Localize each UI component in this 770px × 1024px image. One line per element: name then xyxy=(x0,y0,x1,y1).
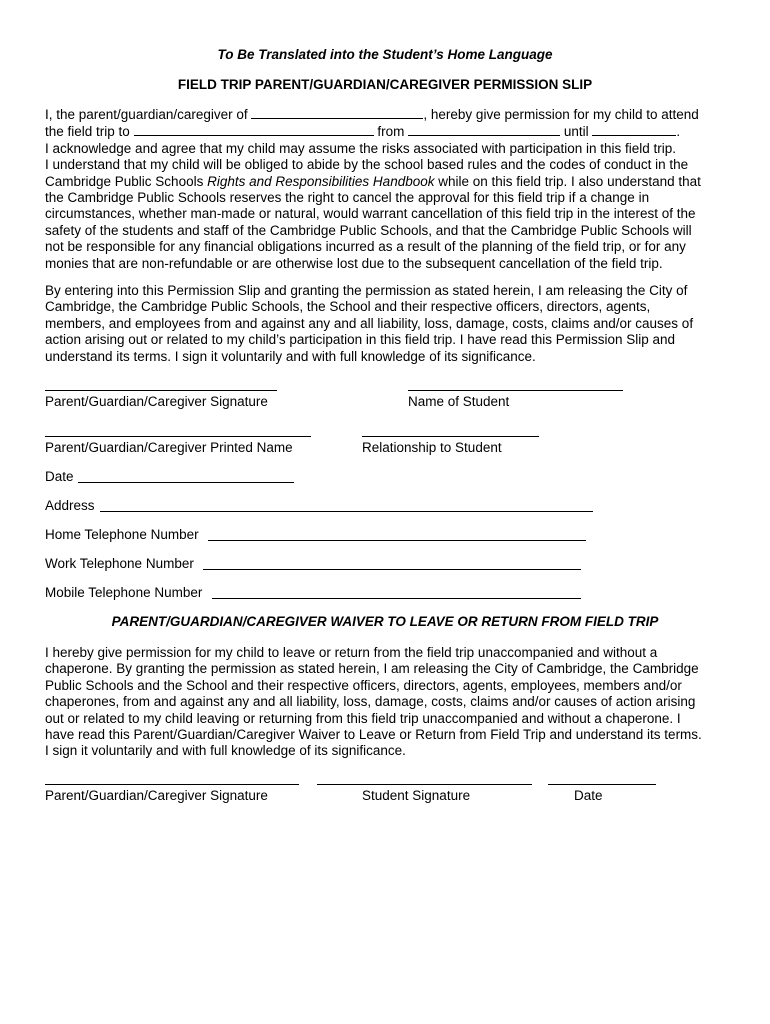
permission-line-3: I acknowledge and agree that my child may assume the risks associated with participation in this field trip. xyxy=(45,140,677,156)
printed-name-line[interactable] xyxy=(45,436,311,437)
waiver-date-label: Date xyxy=(574,788,603,803)
page-title: FIELD TRIP PARENT/GUARDIAN/CAREGIVER PERMISSION SLIP xyxy=(177,77,593,92)
release-paragraph xyxy=(45,283,735,365)
release-line: action arising out or related to my child’s participation in this field trip. I have read this Permission Slip and xyxy=(45,332,676,348)
waiver-line: have read this Parent/Guardian/Caregiver Waiver to Leave or Return from Field Trip and understand its terms. xyxy=(45,727,702,743)
waiver-line: chaperones, from and against any and all liability, loss, damage, costs, claims and/or causes of action arising xyxy=(45,694,696,710)
home-phone-label: Home Telephone Number xyxy=(45,527,199,542)
work-phone-field[interactable] xyxy=(203,569,581,570)
release-line: understand its terms. I sign it voluntarily and with full knowledge of its significance. xyxy=(45,348,536,364)
release-line: members, and employees from and against any and all liability, loss, damage, costs, claims and/or causes of xyxy=(45,315,694,331)
until-date-blank[interactable] xyxy=(592,123,676,136)
home-phone-field[interactable] xyxy=(208,540,586,541)
guardian-signature-line[interactable] xyxy=(45,390,277,391)
release-line: By entering into this Permission Slip and granting the permission as stated herein, I am releasing the City of xyxy=(45,283,688,298)
permission-text: until xyxy=(563,124,589,140)
release-line: Cambridge, the Cambridge Public Schools, the School and their respective officers, directors, agents, xyxy=(45,299,651,315)
student-name-line[interactable] xyxy=(408,390,623,391)
destination-blank[interactable] xyxy=(134,123,374,136)
permission-text: from xyxy=(377,124,405,140)
waiver-guardian-signature-line[interactable] xyxy=(45,784,299,785)
permission-text: I, the parent/guardian/caregiver of xyxy=(45,107,248,122)
student-name-label: Name of Student xyxy=(408,394,510,409)
permission-paragraph xyxy=(45,106,735,272)
from-date-blank[interactable] xyxy=(408,123,560,136)
waiver-date-line[interactable] xyxy=(548,784,656,785)
address-field[interactable] xyxy=(100,511,593,512)
address-label: Address xyxy=(45,498,95,513)
date-field[interactable] xyxy=(78,482,294,483)
permission-line-7: circumstances, whether man-made or natural, would warrant cancellation of this field trip in the interest of the xyxy=(45,206,696,222)
permission-text: while on this field trip. I also understand that xyxy=(434,173,701,189)
printed-name-label: Parent/Guardian/Caregiver Printed Name xyxy=(45,440,293,455)
date-label: Date xyxy=(45,469,74,484)
permission-line-4: I understand that my child will be obliged to abide by the school based rules and the codes of conduct in the xyxy=(45,157,689,173)
guardian-signature-label: Parent/Guardian/Caregiver Signature xyxy=(45,394,268,409)
permission-text: the field trip to xyxy=(45,124,130,140)
permission-text: Cambridge Public Schools xyxy=(45,173,208,189)
permission-text: . xyxy=(676,124,681,140)
waiver-guardian-signature-label: Parent/Guardian/Caregiver Signature xyxy=(45,788,268,803)
relationship-label: Relationship to Student xyxy=(362,440,502,455)
student-signature-line[interactable] xyxy=(317,784,532,785)
waiver-paragraph xyxy=(45,645,735,760)
relationship-line[interactable] xyxy=(362,436,539,437)
permission-line-9: not be responsible for any financial obligations incurred as a result of the planning of the field trip, or for any xyxy=(45,239,686,255)
permission-line-6: the Cambridge Public Schools reserves the right to cancel the approval for this field trip if a change in xyxy=(45,190,650,206)
waiver-title: PARENT/GUARDIAN/CAREGIVER WAIVER TO LEAVE OR RETURN FROM FIELD TRIP xyxy=(111,614,659,629)
permission-line-10: monies that are non-refundable or are otherwise lost due to the subsequent cancellation of the field trip. xyxy=(45,255,663,271)
permission-line-1 xyxy=(45,106,735,123)
waiver-line: out or related to my child leaving or returning from this field trip unaccompanied and without a chaperone. I xyxy=(45,710,681,726)
child-name-blank[interactable] xyxy=(251,106,423,119)
permission-line-5 xyxy=(45,174,735,190)
handbook-title: Rights and Responsibilities Handbook xyxy=(207,173,435,189)
waiver-line: Public Schools and the School and their respective officers, directors, agents, employees, members and/or xyxy=(45,677,682,693)
permission-text: , hereby give permission for my child to attend xyxy=(423,107,699,122)
permission-line-8: safety of the students and staff of the Cambridge Public Schools, and that the Cambridge Public Schools will xyxy=(45,222,692,238)
waiver-line: I sign it voluntarily and with full knowledge of its significance. xyxy=(45,743,406,759)
waiver-line: chaperone. By granting the permission as stated herein, I am releasing the City of Cambridge, the Cambridge xyxy=(45,661,699,677)
mobile-phone-label: Mobile Telephone Number xyxy=(45,585,203,600)
work-phone-label: Work Telephone Number xyxy=(45,556,194,571)
mobile-phone-field[interactable] xyxy=(212,598,581,599)
waiver-line: I hereby give permission for my child to leave or return from the field trip unaccompanied and without a xyxy=(45,645,658,660)
student-signature-label: Student Signature xyxy=(362,788,471,803)
translation-note: To Be Translated into the Student’s Home Language xyxy=(217,47,553,62)
permission-line-2 xyxy=(45,123,735,140)
